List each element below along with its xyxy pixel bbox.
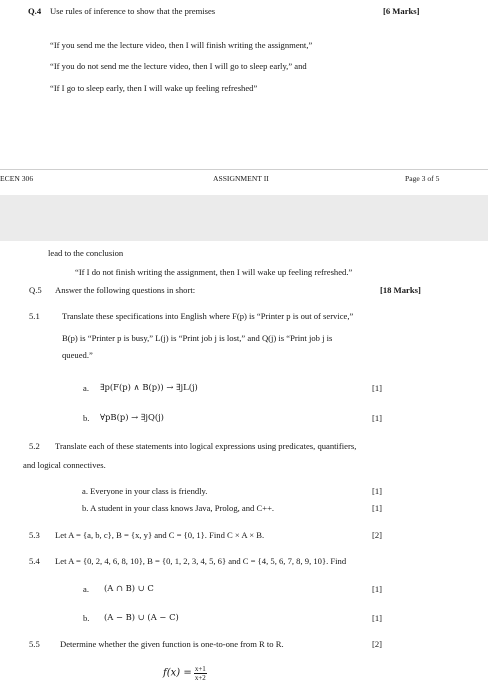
footer-page-number: Page 3 of 5 [405,174,440,183]
section-5-4-a-marks: [1] [372,584,383,594]
page-break-gap [0,195,488,241]
section-5-1-b-formula: ∀pB(p) → ∃jQ(j) [100,412,164,422]
section-5-4-text: Let A = {0, 2, 4, 6, 8, 10}, B = {0, 1, 2, 3, 4, 5, 6} and C = {4, 5, 6, 7, 8, 9, 10}. Find [55,556,347,566]
section-5-2-text-line2: and logical connectives. [23,460,106,470]
function-fraction [194,665,207,682]
section-5-1-b-marks: [1] [372,413,383,423]
section-5-4-b-formula: (A − B) ∪ (A − C) [104,612,179,622]
premise-2: “If you do not send me the lecture video, then I will go to sleep early,” and [50,61,307,71]
lead-text: lead to the conclusion [48,248,124,258]
section-5-1-number: 5.1 [29,311,40,321]
q5-marks: [18 Marks] [380,285,421,295]
section-5-5-marks: [2] [372,639,383,649]
section-5-1-a-marks: [1] [372,383,383,393]
q5-label: Q.5 [29,285,42,295]
section-5-3-number: 5.3 [29,530,40,540]
conclusion-text: “If I do not finish writing the assignment, then I will wake up feeling refreshed.” [75,267,353,277]
section-5-1-text-line3: queued.” [62,350,93,360]
section-5-1-text-line2: B(p) is “Printer p is busy,” L(j) is “Print job j is lost,” and Q(j) is “Print job j is [62,333,333,343]
section-5-2-text: Translate each of these statements into logical expressions using predicates, quantifiers, [55,441,357,451]
section-5-2-a-marks: [1] [372,486,383,496]
section-5-4-a-label: a. [83,584,89,594]
q4-question-text: Use rules of inference to show that the premises [50,6,216,16]
section-5-1-b-label: b. [83,413,90,423]
function-denominator: x+2 [194,674,206,682]
section-5-5-number: 5.5 [29,639,40,649]
q5-question-text: Answer the following questions in short: [55,285,196,295]
section-5-3-marks: [2] [372,530,383,540]
footer-rule [0,169,488,170]
section-5-4-b-marks: [1] [372,613,383,623]
section-5-4-b-label: b. [83,613,90,623]
section-5-4-number: 5.4 [29,556,40,566]
footer-course: ECEN 306 [0,174,34,183]
section-5-2-b-marks: [1] [372,503,383,513]
section-5-4-a-formula: (A ∩ B) ∪ C [104,583,154,593]
function-numerator: x+1 [194,665,206,673]
function-formula [163,665,207,682]
premise-1: “If you send me the lecture video, then I will finish writing the assignment,” [50,40,313,50]
section-5-2-b: b. A student in your class knows Java, Prolog, and C++. [82,503,275,513]
section-5-1-a-label: a. [83,383,89,393]
q4-marks: [6 Marks] [383,6,420,16]
section-5-5-text: Determine whether the given function is one-to-one from R to R. [60,639,284,649]
section-5-1-a-formula: ∃p(F(p) ∧ B(p)) → ∃jL(j) [100,382,198,392]
section-5-2-number: 5.2 [29,441,40,451]
footer-title: ASSIGNMENT II [213,174,269,183]
section-5-2-a: a. Everyone in your class is friendly. [82,486,208,496]
q4-label: Q.4 [28,6,42,16]
section-5-3-text: Let A = {a, b, c}, B = {x, y} and C = {0, 1}. Find C × A × B. [55,530,265,540]
function-lhs: f(x) = [163,667,192,679]
section-5-1-text: Translate these specifications into English where F(p) is “Printer p is out of service,” [62,311,354,321]
premise-3: “If I go to sleep early, then I will wake up feeling refreshed” [50,83,258,93]
